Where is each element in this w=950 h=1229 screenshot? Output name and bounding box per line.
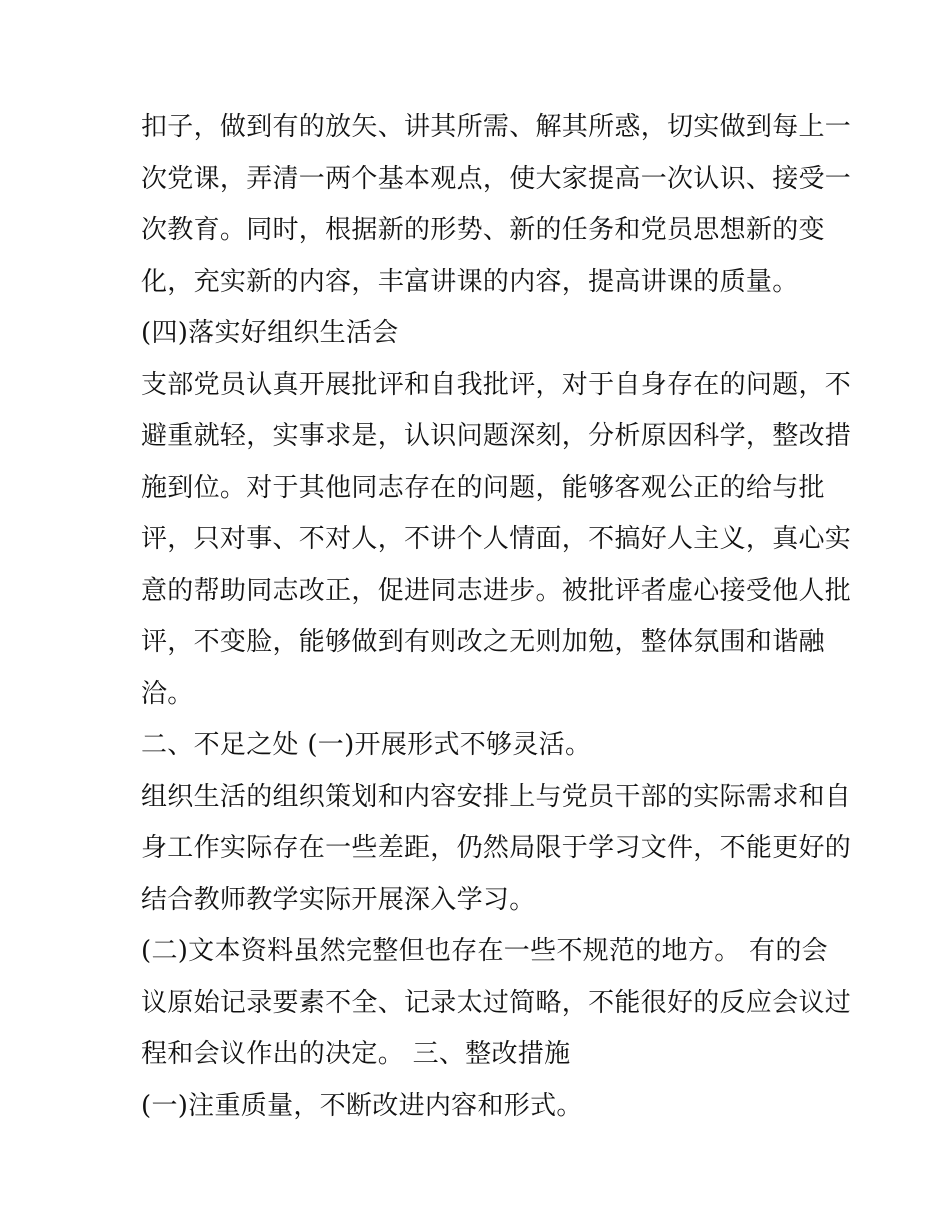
text-line: 洽。	[141, 678, 194, 709]
text-line: 程和会议作出的决定。 三、整改措施	[141, 1039, 571, 1069]
section-heading: 二、不足之处 (一)开展形式不够灵活。	[141, 730, 592, 760]
text-line: 次党课，弄清一两个基本观点，使大家提高一次认识、接受一	[141, 163, 852, 194]
text-line: 意的帮助同志改正，促进同志进步。被批评者虚心接受他人批	[141, 575, 852, 606]
text-line: 议原始记录要素不全、记录太过简略，不能很好的反应会议过	[141, 987, 852, 1018]
text-line: 评，不变脸，能够做到有则改之无则加勉，整体氛围和谐融	[141, 627, 825, 657]
text-line: 评，只对事、不对人，不讲个人情面，不搞好人主义，真心实	[141, 524, 852, 554]
text-line: 扣子，做到有的放矢、讲其所需、解其所惑，切实做到每上一	[141, 112, 852, 142]
section-heading: (一)注重质量，不断改进内容和形式。	[141, 1090, 583, 1121]
text-line: 身工作实际存在一些差距，仍然局限于学习文件，不能更好的	[141, 833, 852, 863]
text-line: 支部党员认真开展批评和自我批评，对于自身存在的问题，不	[141, 369, 852, 400]
text-line: 化，充实新的内容，丰富讲课的内容，提高讲课的质量。	[141, 266, 799, 297]
text-line: 组织生活的组织策划和内容安排上与党员干部的实际需求和自	[141, 781, 852, 812]
document-body	[141, 102, 852, 1132]
text-line: 避重就轻，实事求是，认识问题深刻，分析原因科学，整改措	[141, 421, 852, 451]
text-line: 施到位。对于其他同志存在的问题，能够客观公正的给与批	[141, 472, 825, 503]
text-line: 结合教师教学实际开展深入学习。	[141, 884, 536, 915]
section-heading: (四)落实好组织生活会	[141, 318, 399, 348]
text-line: 次教育。同时，根据新的形势、新的任务和党员思想新的变	[141, 215, 825, 245]
text-line: (二)文本资料虽然完整但也存在一些不规范的地方。 有的会	[141, 936, 828, 966]
